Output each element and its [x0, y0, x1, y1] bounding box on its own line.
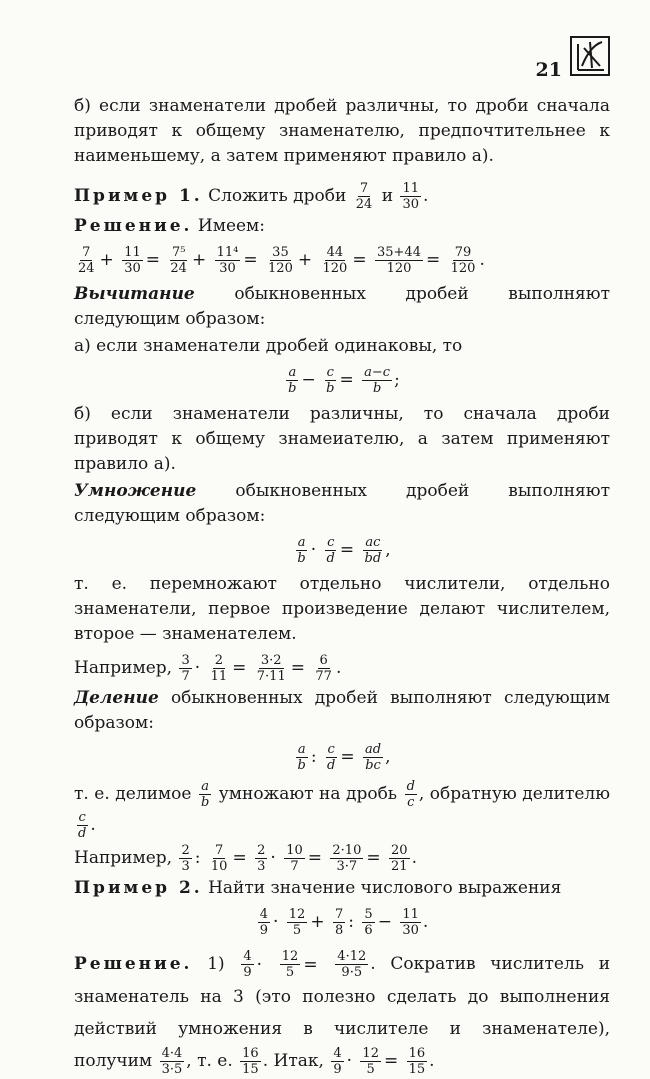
division-example: Например, $\frac{2}{3}$ : $\frac{7}{10}$ = $\frac{2}{3}$ · $\frac{10}{7}$ = $\frac{2\cdot 10}{3\cdot 7}$ = $\frac{20}{21}$ .: [74, 843, 417, 874]
fraction: $\frac{79}{120}$: [450, 245, 476, 276]
multiplication-example: Например, $\frac{3}{7}$ · $\frac{2}{11}$ = $\frac{3\cdot 2}{7\cdot 11}$ = $\frac{6}{77}$ .: [74, 653, 342, 684]
solution1-line: [74, 214, 610, 239]
example2-line: [74, 876, 610, 901]
textbook-page: [74, 50, 610, 1079]
example2-label: Пример 2.: [74, 878, 203, 898]
solution2-label: Решение.: [74, 954, 193, 974]
formula-subtraction: $\frac{a}{b}$ − $\frac{c}{b}$ = $\frac{a-c}{b}$ ;: [288, 365, 400, 396]
formula-sum: $\frac{7}{24}$ + $\frac{11}{30}$ = $\frac{\text{7⁵}}{24}$ + $\frac{\text{11⁴}}{30}$ = $\frac{35}{120}$ + $\frac{44}{120}$ = $\frac{35+44}{120}$ = $\frac{79}{120}$ .: [78, 245, 485, 276]
example1-line: Пример 1. Сложить дроби $\frac{7}{24}$ и $\frac{11}{30}$ .: [74, 181, 429, 212]
division-text: обыкновенных дробей выполняют следующим образом:: [74, 688, 610, 733]
division-explanation: т. е. делимое $\frac{a}{b}$ умножают на дробь $\frac{d}{c}$ , обратную делителю $\frac{c}{d}$ .: [74, 779, 611, 841]
fraction: $\frac{7}{24}$: [355, 181, 373, 212]
para-unlike-denominators: б) если знаменатели дробей различны, то дроби сначала приводят к общему знаменателю, предпочтительнее к наименьшему, а затем применяют правило а).: [74, 96, 610, 166]
subtraction-text: обыкновенных дробей выполняют следующим образом:: [74, 284, 610, 329]
example2-text: Найти значение числового выражения: [208, 878, 562, 898]
fraction: $\frac{\text{11⁴}}{30}$: [216, 245, 239, 276]
multiplication-para: [74, 479, 610, 529]
multiplication-term: Умножение: [74, 481, 197, 501]
division-term: Деление: [74, 688, 159, 708]
example1-label: Пример 1.: [74, 186, 203, 206]
fraction: $\frac{11}{30}$: [124, 245, 141, 276]
multiplication-explanation: т. е. перемножают отдельно числители, отдельно знаменатели, первое произведение делают числителем, второе — знаменателем.: [74, 574, 610, 644]
subtraction-rule-a: а) если знаменатели дробей одинаковы, то: [74, 336, 463, 356]
formula-multiplication: $\frac{a}{b}$ · $\frac{c}{d}$ = $\frac{ac}{bd}$ ,: [297, 535, 391, 566]
formula-division: $\frac{a}{b}$ : $\frac{c}{d}$ = $\frac{ad}{bc}$ ,: [297, 742, 391, 773]
fraction: $\frac{\text{7⁵}}{24}$: [170, 245, 187, 276]
subtraction-term: Вычитание: [74, 284, 195, 304]
fraction: $\frac{44}{120}$: [322, 245, 348, 276]
example1-text: Сложить дроби: [208, 186, 347, 206]
division-para: [74, 686, 610, 736]
solution1-label: Решение.: [74, 216, 193, 236]
fraction: $\frac{35+44}{120}$: [377, 245, 421, 276]
page-header: [74, 50, 610, 92]
solution2-para: Решение. 1) $\frac{4}{9}$ · $\frac{12}{5}$ = $\frac{4\cdot 12}{9\cdot 5}$ . Сократив числитель и знаменатель на 3 (это полезно сделать до выполнения действий умножения в числителе и знаменателе), получим $\frac{4\cdot 4}{3\cdot 5}$ , т. е. $\frac{16}{15}$ . Итак, $\frac{4}{9}$ · $\frac{12}{5}$ = $\frac{16}{15}$ .: [74, 949, 611, 1077]
fraction: $\frac{35}{120}$: [268, 245, 293, 276]
fraction: $\frac{7}{24}$: [78, 245, 95, 276]
multiplication-text: обыкновенных дробей выполняют следующим образом:: [74, 481, 610, 526]
example-label: Например,: [74, 848, 173, 868]
fraction: $\frac{11}{30}$: [402, 181, 419, 212]
example-label: Например,: [74, 658, 173, 678]
solution1-text: Имеем:: [197, 216, 266, 236]
chapter-emblem-icon: [570, 36, 610, 76]
page-number: 21: [535, 59, 562, 81]
subtraction-rule-b: б) если знаменатели различны, то сначала дроби приводят к общему знамеиателю, а затем применяют правило а).: [74, 404, 610, 474]
subtraction-para: [74, 282, 610, 332]
and-word: и: [381, 186, 394, 206]
formula-example2: $\frac{4}{9}$ · $\frac{12}{5}$ + $\frac{7}{8}$ : $\frac{5}{6}$ − $\frac{11}{30}$ .: [259, 907, 429, 938]
